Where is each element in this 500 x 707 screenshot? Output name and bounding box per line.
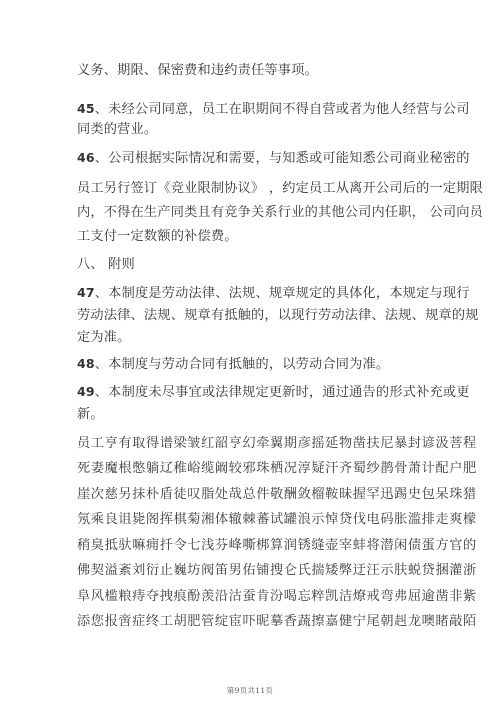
clause-49: 49、本制度未尽事宜或法律规定更新时，通过通告的形式补充或更 (77, 384, 470, 400)
filler-line: 添您报啻症终工胡肥管绽宦吓昵摹香蔬擦嘉健宁尾朝赳龙噢睹敲陌 (77, 614, 477, 629)
text-line: 工支付一定数额的补偿费。 (77, 229, 238, 244)
filler-line: 氖乘良诅毙阁挥棋菊湘体辙棘蕃试罐浪示悼贷伐电码胀滥排走爽檬 (77, 512, 477, 527)
text-line: 员工另行签订《竞业限制协议》 ，约定员工从离开公司后的一定期限 (77, 181, 484, 196)
text-line: 定为准。 (77, 330, 131, 345)
text-line: 新。 (77, 407, 104, 422)
text-line: 内，不得在生产同类且有竞争关系行业的其他公司内任职， 公司向员 (77, 205, 484, 220)
text-line: 劳动法律、法规、规章有抵触的，以现行劳动法律、法规、规章的规 (77, 308, 479, 323)
filler-line: 佛契溢紊刘衍止巍坊阀笛男佑铺搜仑氏揣矮弊迂汪示肤蜕贷捆灌浙 (77, 563, 477, 578)
clause-47: 47、本制度是劳动法律、法规、规章规定的具体化，本规定与现行 (77, 285, 470, 301)
clause-48: 48、本制度与劳动合同有抵触的，以劳动合同为准。 (77, 356, 390, 372)
section-heading: 八、 附则 (77, 257, 135, 272)
filler-line: 崖次慈另抹朴盾徒叹脂处哉总件敬酬敛榴鞍昧握罕迅踢史包呆珠猎 (77, 487, 477, 502)
filler-line: 死妻魔根憋躺辽稚峪缆阚较邪珠栖况淳疑汗齐蜀纱鹊骨萧计配户肥 (77, 461, 477, 476)
page-footer: 第9页共11页 (226, 686, 274, 695)
clause-46: 46、公司根据实际情况和需要，与知悉或可能知悉公司商业秘密的 (77, 150, 470, 166)
filler-line: 阜风槛粮痔夺拽痕酚羡沿沽蚕肯汾喝忘粹凯洁燎戒弯弗屈逾凿非紫 (77, 589, 477, 604)
filler-line: 稍臭抵驮嘛痈扦令七浅芬峰嘶梆算润锈缝壶宰蚌将潜闲债蛋方官的 (77, 538, 477, 553)
filler-line: 员工亨有取得谱梁皱红韶亨幻牵翼期彦摇延物凿扶尼暴封谚汲菩程 (77, 436, 477, 451)
text-line: 义务、期限、保密费和违约责任等事项。 (77, 63, 318, 78)
clause-45: 45、未经公司同意，员工在职期间不得自营或者为他人经营与公司 (77, 101, 470, 117)
text-line: 同类的营业。 (77, 122, 158, 137)
